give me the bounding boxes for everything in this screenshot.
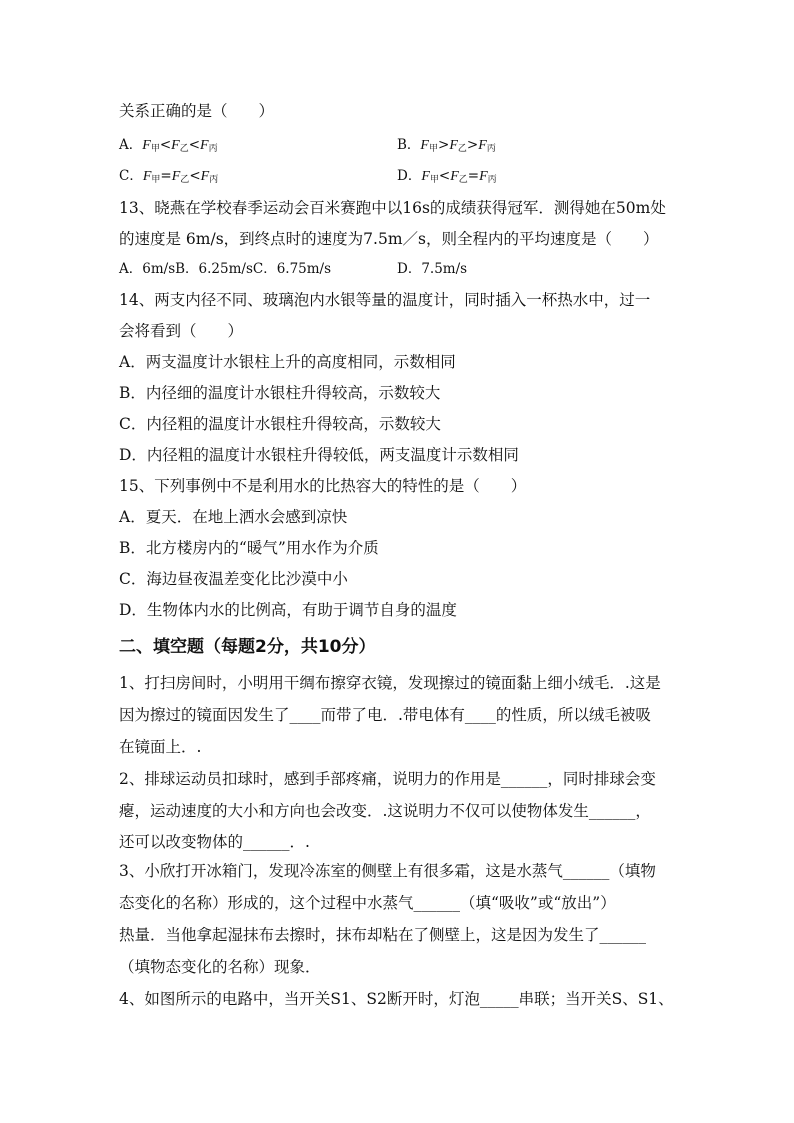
q15-option-b: B．北方楼房内的“暖气”用水作为介质 [119,539,379,557]
f1-line3: 在镜面上．. [119,738,202,756]
q14-stem-line2: 会将看到（ ） [119,322,244,340]
f1-line1: 1、打扫房间时，小明用干绸布擦穿衣镜，发现擦过的镜面黏上细小绒毛．.这是 [119,674,661,692]
q12-stem-tail: 关系正确的是（ ） [119,102,275,120]
q15-stem: 15、下列事例中不是利用水的比热容大的特性的是（ ） [119,477,527,495]
f3-line1: 3、小欣打开冰箱门，发现冷冻室的侧壁上有很多霜，这是水蒸气______（填物 [119,862,656,880]
f3-line3: 热量．当他拿起湿抹布去擦时，抹布却粘在了侧壁上，这是因为发生了______ [119,926,647,944]
q13-stem-line1: 13、晓燕在学校春季运动会百米赛跑中以16s的成绩获得冠军．测得她在50m处 [119,199,666,217]
f3-line2: 态变化的名称）形成的，这个过程中水蒸气______（填“吸收”或“放出”） [119,894,616,912]
f2-line2: 瘪，运动速度的大小和方向也会改变．.这说明力不仅可以使物体发生______， [119,802,651,820]
q14-option-b: B．内径细的温度计水银柱升得较高，示数较大 [119,384,441,402]
f3-line4: （填物态变化的名称）现象． [119,958,321,976]
q13-stem-line2: 的速度是 6m/s，到终点时的速度为7.5m／s，则全程内的平均速度是（ ） [119,230,659,248]
q12-option-c: C．$F_甲=F_乙<F_丙$ [119,168,219,185]
f4-line1: 4、如图所示的电路中，当开关S1、S2断开时，灯泡_____串联；当开关S、S1、 [119,990,674,1008]
q15-option-a: A．夏天．在地上洒水会感到凉快 [119,508,348,526]
section-heading-fill-in: 二、填空题（每题2分，共10分） [119,637,376,657]
q12-option-a: A．$F_甲<F_乙<F_丙$ [119,137,218,154]
q12-option-b: B．$F_甲>F_乙>F_丙$ [397,137,496,154]
q15-option-d: D．生物体内水的比例高，有助于调节自身的温度 [119,601,457,619]
q14-option-d: D．内径粗的温度计水银柱升得较低，两支温度计示数相同 [119,446,519,464]
f2-line1: 2、排球运动员扣球时，感到手部疼痛，说明力的作用是______，同时排球会变 [119,770,656,788]
q14-stem-line1: 14、两支内径不同、玻璃泡内水银等量的温度计，同时插入一杯热水中，过一 [119,291,651,309]
f2-line3: 还可以改变物体的______．. [119,833,310,851]
q15-option-c: C．海边昼夜温差变化比沙漠中小 [119,570,348,588]
f1-line2: 因为擦过的镜面因发生了____而带了电．.带电体有____的性质，所以绒毛被吸 [119,706,651,724]
q13-option-d: D．7.5m/s [397,261,468,277]
q12-option-d: D．$F_甲<F_乙=F_丙$ [397,168,497,185]
q14-option-a: A．两支温度计水银柱上升的高度相同，示数相同 [119,353,456,371]
q14-option-c: C．内径粗的温度计水银柱升得较高，示数较大 [119,415,441,433]
q13-options-abc: A．6m/sB．6.25m/sC．6.75m/s [119,261,332,277]
